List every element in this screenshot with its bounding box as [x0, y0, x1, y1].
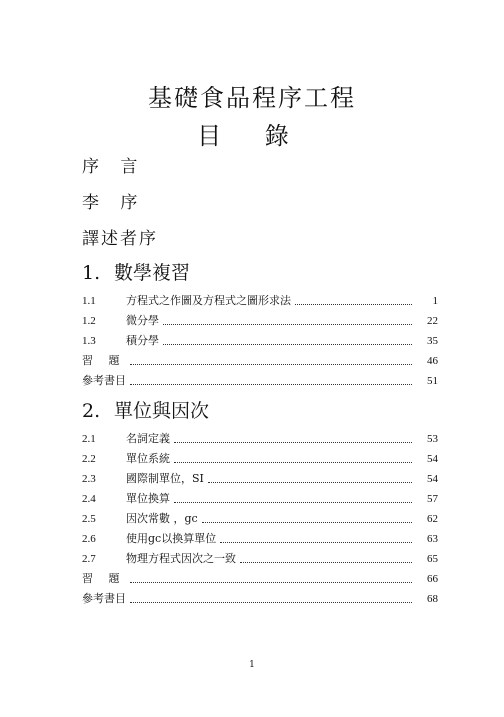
section-number: 1.3 [82, 335, 96, 347]
toc-entry[interactable] [82, 372, 438, 390]
dot-leader [163, 324, 412, 325]
toc-entry[interactable] [82, 450, 438, 468]
entry-title: 物理方程式因次之一致 [126, 552, 236, 565]
chapter-number: 2. [82, 400, 101, 422]
front-matter-translator-preface: 譯述者序 [82, 229, 158, 249]
entry-title: 國際制單位，SI [126, 472, 204, 485]
page-number: 54 [427, 473, 438, 485]
section-number: 2.4 [82, 493, 96, 505]
page-number: 46 [427, 355, 438, 367]
section-number: 1.2 [82, 315, 96, 327]
toc-entry[interactable] [82, 352, 438, 370]
entry-title: 習 題 [82, 572, 126, 585]
page-number: 54 [427, 453, 438, 465]
section-number: 2.2 [82, 453, 96, 465]
toc-entry[interactable] [82, 530, 438, 548]
page-number: 63 [427, 533, 438, 545]
page-number: 68 [427, 593, 438, 605]
dot-leader [130, 602, 412, 603]
chapter-title: 數學複習 [114, 262, 191, 284]
front-matter-li-preface: 李 序 [82, 193, 146, 213]
toc-heading: 目 錄 [197, 122, 307, 150]
page-number: 62 [427, 513, 438, 525]
entry-title: 單位換算 [126, 492, 170, 505]
toc-entry[interactable] [82, 490, 438, 508]
page-number: 35 [427, 335, 438, 347]
toc-entry[interactable] [82, 550, 438, 568]
toc-entry[interactable] [82, 312, 438, 330]
dot-leader [130, 364, 413, 365]
entry-title: 因次常數 ，gc [126, 512, 198, 525]
entry-title: 習 題 [82, 354, 126, 367]
entry-title: 積分學 [126, 334, 159, 347]
chapter-title: 單位與因次 [114, 400, 210, 422]
dot-leader [220, 542, 412, 543]
toc-entry[interactable] [82, 332, 438, 350]
entry-title: 單位系統 [126, 452, 170, 465]
section-number: 2.1 [82, 433, 96, 445]
entry-title: 方程式之作圖及方程式之圖形求法 [126, 294, 291, 307]
toc-entry[interactable] [82, 570, 438, 588]
page-number: 65 [427, 553, 438, 565]
entry-title: 參考書目 [82, 374, 126, 387]
page-number: 51 [427, 375, 438, 387]
dot-leader [202, 522, 412, 523]
toc-entry[interactable] [82, 292, 438, 310]
section-number: 2.6 [82, 533, 96, 545]
entry-title: 使用gc以換算單位 [126, 532, 217, 545]
entry-title: 名詞定義 [126, 432, 170, 445]
dot-leader [295, 304, 412, 305]
section-number: 1.1 [82, 295, 96, 307]
chapter-heading [82, 258, 190, 285]
toc-entry[interactable] [82, 470, 438, 488]
chapter-number: 1. [82, 262, 101, 284]
dot-leader [208, 482, 412, 483]
dot-leader [174, 462, 412, 463]
chapter-heading [82, 396, 209, 423]
dot-leader [174, 502, 412, 503]
dot-leader [130, 582, 413, 583]
dot-leader [163, 344, 412, 345]
page-number: 1 [432, 295, 438, 307]
entry-title: 參考書目 [82, 592, 126, 605]
folio-page-number: 1 [249, 660, 255, 670]
page-number: 22 [427, 315, 438, 327]
dot-leader [174, 442, 412, 443]
page-number: 57 [427, 493, 438, 505]
toc-entry[interactable] [82, 510, 438, 528]
toc-entry[interactable] [82, 590, 438, 608]
entry-title: 微分學 [126, 314, 159, 327]
toc-entry[interactable] [82, 430, 438, 448]
dot-leader [240, 562, 412, 563]
front-matter-preface: 序 言 [82, 157, 146, 177]
section-number: 2.3 [82, 473, 96, 485]
page-number: 53 [427, 433, 438, 445]
section-number: 2.5 [82, 513, 96, 525]
page-number: 66 [427, 573, 438, 585]
section-number: 2.7 [82, 553, 96, 565]
book-title: 基礎食品程序工程 [148, 84, 356, 112]
dot-leader [130, 384, 412, 385]
